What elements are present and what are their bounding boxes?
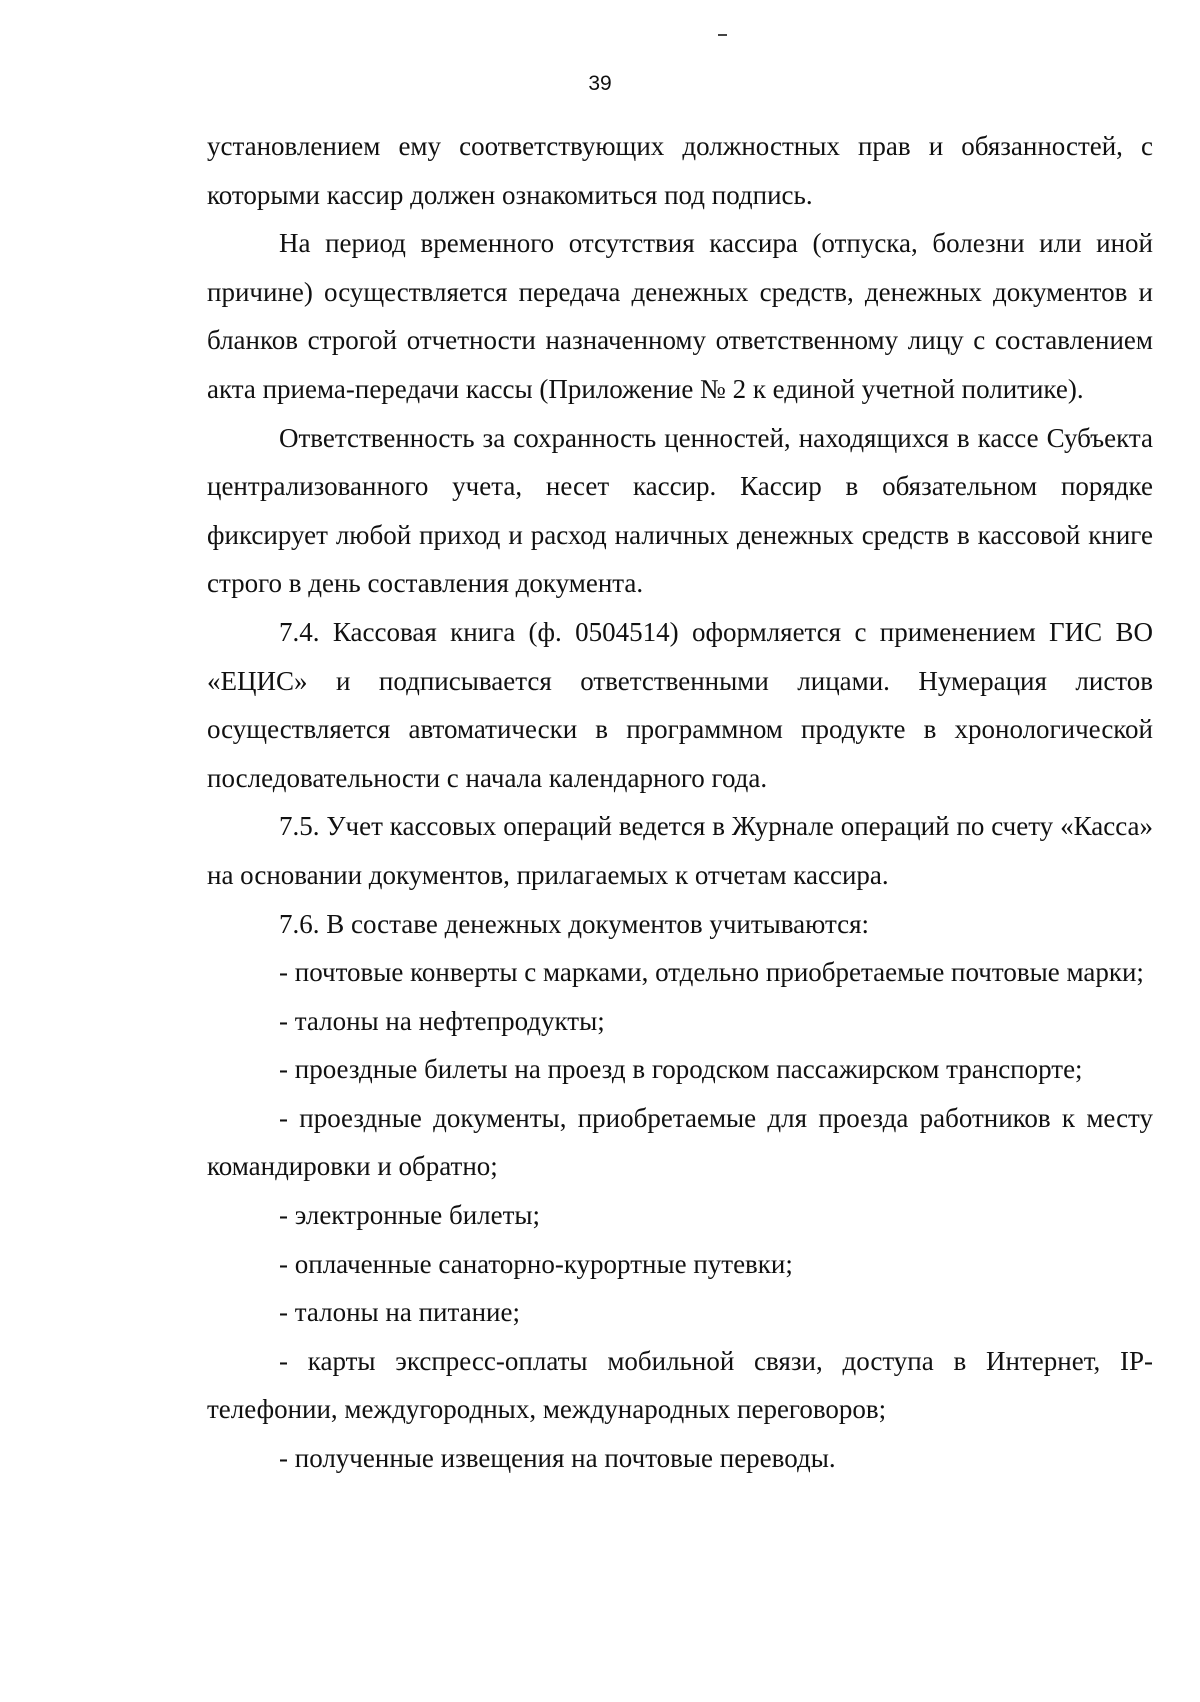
document-body (207, 122, 1153, 1483)
paragraph-continuation: установлением ему соответствующих должностных прав и обязанностей, с которыми кассир должен ознакомиться под подпись. (207, 131, 1153, 210)
paragraph-7-4: 7.4. Кассовая книга (ф. 0504514) оформляется с применением ГИС ВО «ЕЦИС» и подписывается ответственными лицами. Нумерация листов осуществляется автоматически в программном продукте в хронологической последовательности с начала календарного года. (207, 616, 1153, 793)
paragraph-cashier-responsibility: Ответственность за сохранность ценностей, находящихся в кассе Субъекта централизованного учета, несет кассир. Кассир в обязательном порядке фиксирует любой приход и расход наличных денежных средств в кассовой книге строго в день составления документа. (207, 422, 1153, 599)
list-item-sanatorium-vouchers: - оплаченные санаторно-курортные путевки; (279, 1248, 793, 1279)
list-item-postal-notices: - полученные извещения на почтовые переводы. (279, 1443, 836, 1474)
list-item-transport-tickets: - проездные билеты на проезд в городском пассажирском транспорте; (279, 1054, 1083, 1085)
list-item-fuel-coupons: - талоны на нефтепродукты; (279, 1005, 605, 1036)
list-item-travel-documents: - проездные документы, приобретаемые для проезда работников к месту командировки и обратно; (207, 1102, 1153, 1182)
scan-mark (718, 34, 727, 36)
paragraph-7-5: 7.5. Учет кассовых операций ведется в Журнале операций по счету «Касса» на основании документов, прилагаемых к отчетам кассира. (207, 811, 1153, 890)
list-item-meal-coupons: - талоны на питание; (279, 1297, 520, 1328)
paragraph-7-6: 7.6. В составе денежных документов учитываются: (279, 908, 870, 939)
list-item-payment-cards: - карты экспресс-оплаты мобильной связи, доступа в Интернет, IP-телефонии, междугородных, международных переговоров; (207, 1345, 1153, 1425)
page-number: 39 (588, 72, 612, 95)
list-item-postal-envelopes: - почтовые конверты с марками, отдельно приобретаемые почтовые марки; (279, 957, 1144, 988)
list-item-electronic-tickets: - электронные билеты; (279, 1200, 541, 1231)
paragraph-cashier-absence: На период временного отсутствия кассира (отпуска, болезни или иной причине) осуществляется передача денежных средств, денежных документов и бланков строгой отчетности назначенному ответственному лицу с составлением акта приема-передачи кассы (Приложение № 2 к единой учетной политике). (207, 228, 1153, 404)
